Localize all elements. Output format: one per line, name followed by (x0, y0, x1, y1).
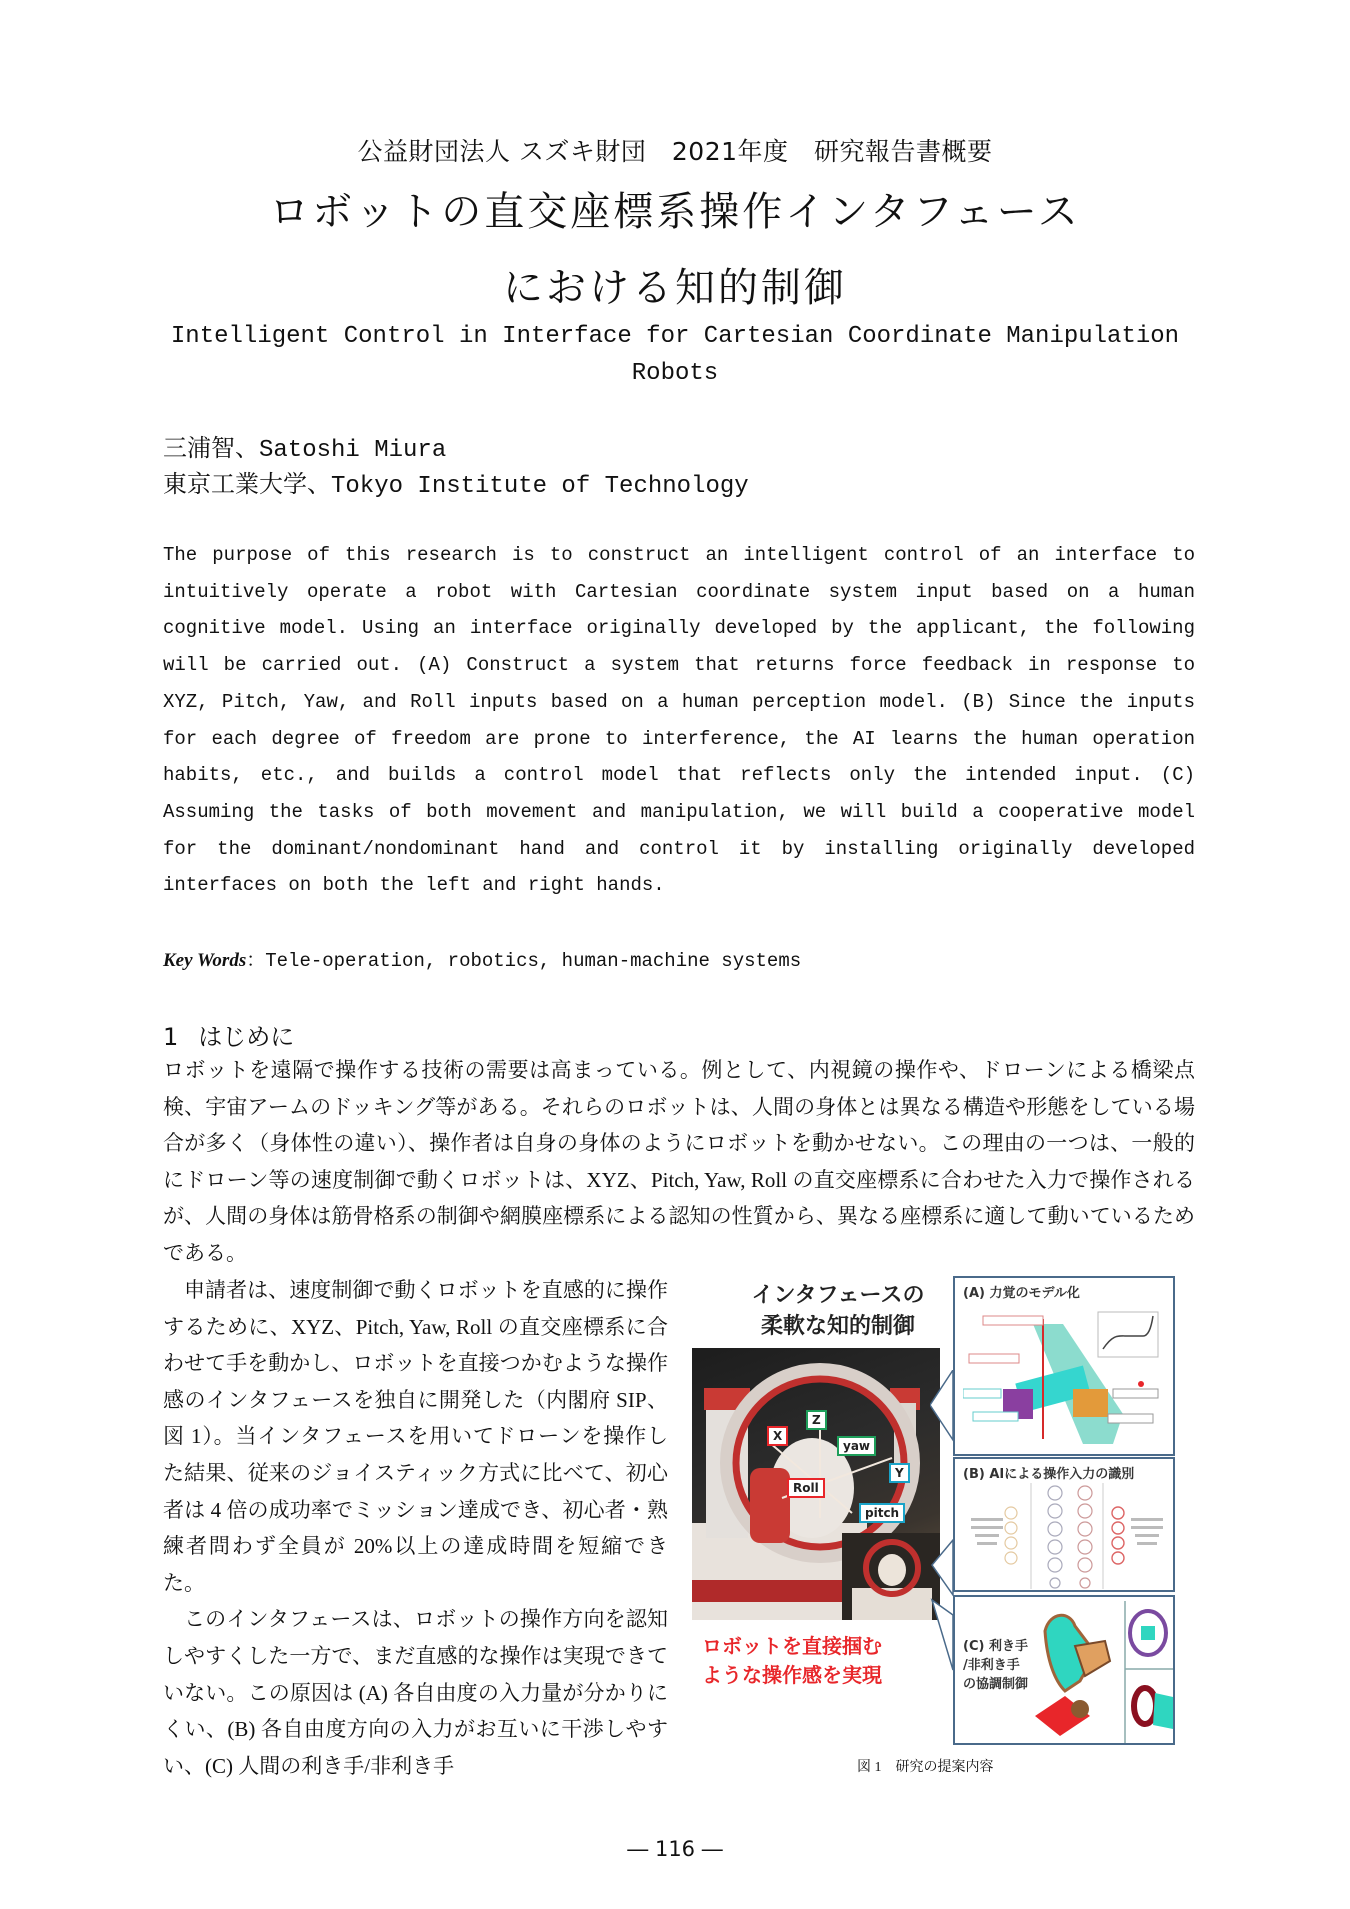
keywords-text: Tele-operation, robotics, human-machine systems (265, 950, 802, 972)
nn-output-layer (1112, 1507, 1124, 1564)
nn-side-text-left (971, 1518, 1003, 1545)
panel-b-ai-identification (953, 1457, 1175, 1592)
figure-heading (733, 1280, 943, 1342)
panel-a-title: (A) 力覚のモデル化 (963, 1286, 1080, 1301)
neural-network-diagram (963, 1483, 1167, 1589)
inset-grip (878, 1554, 906, 1586)
arm-joint-orange (1073, 1389, 1108, 1417)
force-graph-frame (1098, 1312, 1158, 1357)
label-z: Z (806, 1410, 827, 1430)
red-marker (1138, 1381, 1144, 1387)
callout-a (930, 1370, 953, 1440)
callout-b (932, 1540, 953, 1595)
dual-hand-diagram (1035, 1601, 1173, 1743)
panel-c-title (963, 1637, 1028, 1694)
panel-a-force-model (953, 1276, 1175, 1456)
label-yaw: yaw (837, 1436, 876, 1456)
tagline-line2: ような操作感を実現 (702, 1663, 882, 1687)
device-handle (750, 1468, 790, 1543)
label-box-2 (969, 1354, 1019, 1363)
panel-c-title-line1: (C) 利き手 (963, 1639, 1028, 1654)
panel-c-title-line3: の協調制御 (963, 1677, 1029, 1692)
figure-heading-line1: インタフェースの (751, 1283, 925, 1308)
intro-paragraph-3: このインタフェースは、ロボットの操作方向を認知しやすくした一方で、まだ直感的な操作は実現できていない。この原因は (A) 各自由度の入力量が分かりにくい、(B) 各自由度方向の入力がお互いに干渉しやすい、(C) 人間の利き手/非利き手 (163, 1607, 668, 1778)
label-box-6 (1108, 1414, 1153, 1423)
top-sub-core (1141, 1626, 1155, 1640)
abstract-text: The purpose of this research is to construct an intelligent control of an interface to intuitively operate a robot with Cartesian coordinate system input based on a human cognitive model. Using an interface originally developed by the applicant, the following will be carried out. (A) Construct a system that returns force feedback in response to XYZ, Pitch, Yaw, and Roll inputs based on a human perception model. (B) Since the inputs for each degree of freedom are prone to interference, the AI learns the human operation habits, etc., and builds a control model that reflects only the intended input. (C) Assuming the tasks of both movement and manipulation, we will build a cooperative model for the dominant/nondominant hand and control it by installing originally developed interfaces on both the left and right hands. (163, 544, 1195, 897)
label-box-4 (973, 1412, 1018, 1421)
interface-photo (692, 1348, 940, 1620)
paragraph-text: ロボットを遠隔で操作する技術の需要は高まっている。例として、内視鏡の操作や、ドローンによる橋梁点検、宇宙アームのドッキング等がある。それらのロボットは、人間の身体とは異なる構造や形態をしている場合が多く（身体性の違い）、操作者は自身の身体のようにロボットを動かせない。この理由の一つは、一般的にドローン等の速度制御で動くロボットは、XYZ、Pitch, Yaw, Roll の直交座標系に合わせた入力で操作されるが、人間の身体は筋骨格系の制御や網膜座標系による認知の性質から、異なる座標系に適して動いているためである。 (163, 1058, 1195, 1265)
section-title: はじめに (198, 1023, 295, 1051)
bottom-sub-cyan (1153, 1693, 1173, 1729)
label-pitch: pitch (859, 1503, 905, 1523)
keywords (163, 945, 801, 972)
left-column-text (163, 1272, 668, 1784)
nn-hidden-layer-1 (1048, 1486, 1062, 1588)
label-x: X (767, 1426, 788, 1446)
author-affiliation: 東京工業大学、Tokyo Institute of Technology (163, 473, 749, 500)
section-heading (163, 1017, 294, 1052)
keywords-separator: ： (246, 950, 266, 972)
callout-c (932, 1600, 953, 1670)
label-y: Y (889, 1463, 910, 1483)
title-japanese-line2: における知的制御 (503, 265, 847, 311)
intro-paragraph-2: 申請者は、速度制御で動くロボットを直感的に操作するために、XYZ、Pitch, Yaw, Roll の直交座標系に合わせて手を動かし、ロボットを直接つかむような操作感のインタフェースを独自に開発した（内閣府 SIP、図 1）。当インタフェースを用いてドローンを操作した結果、従来のジョイスティック方式に比べて、初心者は 4 倍の成功率でミッション達成でき、初心者・熟練者問わず全員が 20%以上の達成時間を短縮できた。 (163, 1278, 668, 1595)
figure-heading-line2: 柔軟な知的制御 (760, 1314, 915, 1339)
panel-c-cooperative-control (953, 1595, 1175, 1745)
device-base-stripe (692, 1580, 867, 1602)
figure-tagline (702, 1632, 942, 1690)
figure-caption: 図 1 研究の提案内容 (857, 1760, 994, 1775)
nn-input-layer (1005, 1507, 1017, 1564)
figure-1 (690, 1270, 1180, 1748)
label-roll: Roll (787, 1478, 825, 1498)
panel-b-title: (B) AIによる操作入力の識別 (963, 1467, 1135, 1482)
panel-c-title-line2: /非利き手 (963, 1658, 1020, 1673)
bottom-sub-ring (1134, 1688, 1156, 1724)
abstract (163, 537, 1195, 904)
force-model-diagram (963, 1304, 1167, 1450)
hand-knuckle (1071, 1700, 1089, 1718)
tagline-line1: ロボットを直接掴む (702, 1634, 882, 1658)
intro-paragraph-1 (163, 1052, 1195, 1272)
title-japanese-line1: ロボットの直交座標系操作インタフェース (269, 189, 1081, 235)
title-english: Intelligent Control in Interface for Cartesian Coordinate Manipulation Robots (170, 323, 1180, 387)
label-box-5 (1113, 1389, 1158, 1398)
nn-hidden-layer-2 (1078, 1486, 1092, 1588)
page-number: ― 116 ― (627, 1837, 723, 1861)
nn-side-text-right (1131, 1518, 1163, 1545)
label-box-3 (963, 1389, 1001, 1398)
section-number: 1 (163, 1023, 179, 1051)
keywords-label: Key Words (163, 950, 247, 971)
org-header: 公益財団法人 スズキ財団 2021年度 研究報告書概要 (357, 137, 993, 166)
author-name: 三浦智、Satoshi Miura (163, 437, 447, 464)
label-box-1 (983, 1316, 1043, 1325)
